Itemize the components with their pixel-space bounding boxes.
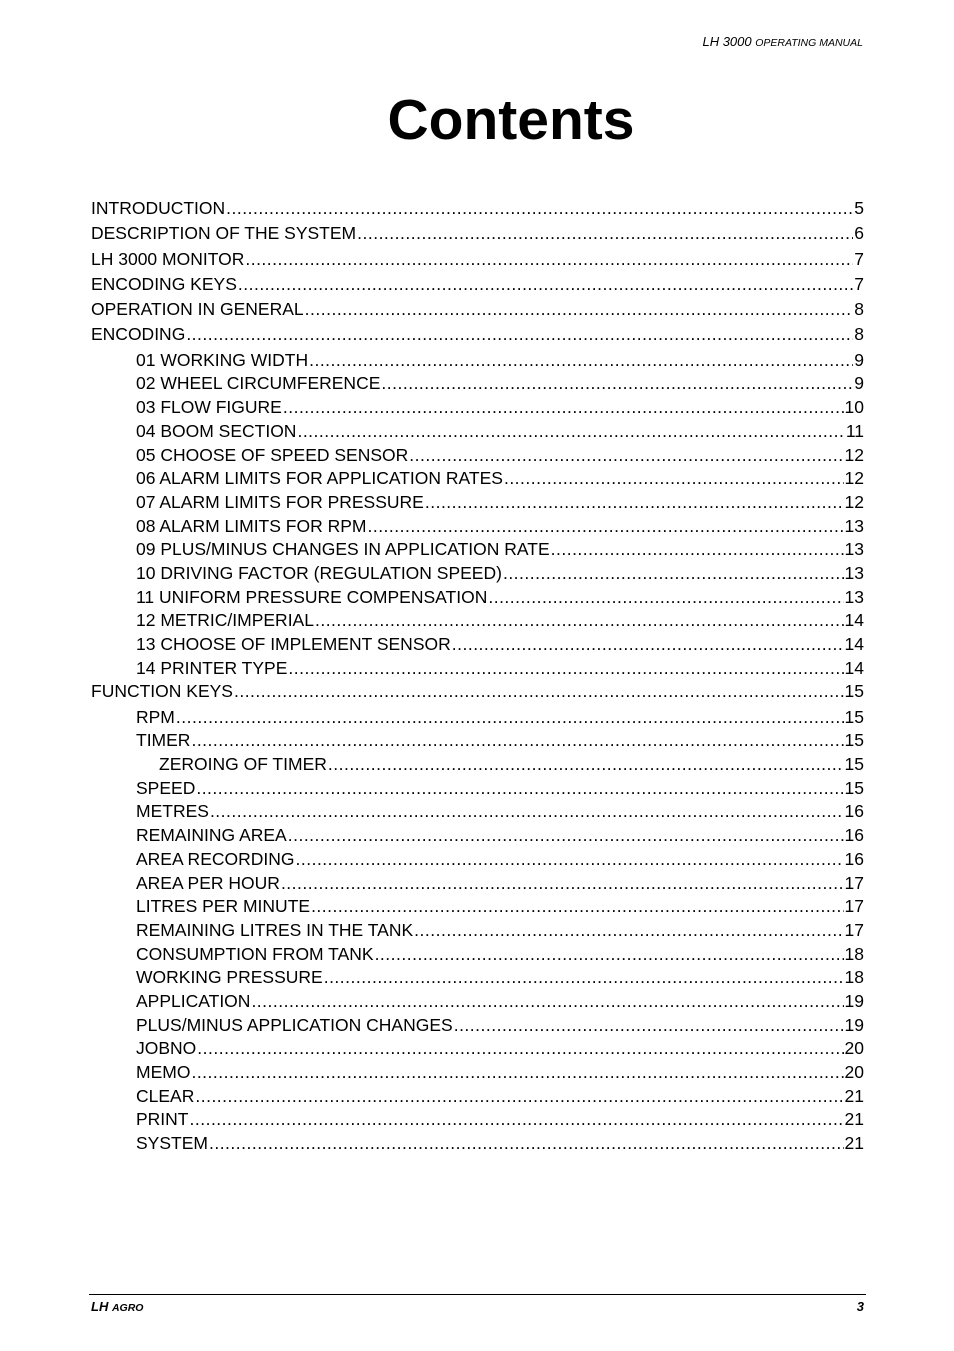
toc-entry-label: 11 UNIFORM PRESSURE COMPENSATION xyxy=(136,586,488,607)
toc-leader-dots xyxy=(357,223,853,244)
toc-entry-label: JOBNO xyxy=(136,1038,197,1059)
toc-leader-dots xyxy=(425,492,844,513)
toc-leader-dots xyxy=(409,445,843,466)
toc-entry-page: 6 xyxy=(854,223,864,244)
toc-leader-dots xyxy=(452,634,844,655)
toc-leader-dots xyxy=(251,991,843,1012)
toc-entry[interactable] xyxy=(91,1062,864,1086)
toc-entry-label: ENCODING xyxy=(91,324,186,345)
toc-entry[interactable] xyxy=(91,849,864,873)
toc-entry[interactable] xyxy=(91,920,864,944)
toc-entry-label: 01 WORKING WIDTH xyxy=(136,349,309,370)
toc-entry-page: 9 xyxy=(854,373,864,394)
toc-entry-label: 05 CHOOSE OF SPEED SENSOR xyxy=(136,444,409,465)
toc-entry[interactable] xyxy=(91,350,864,374)
toc-entry[interactable] xyxy=(91,249,864,274)
toc-entry[interactable] xyxy=(91,873,864,897)
toc-entry-page: 13 xyxy=(844,539,864,560)
toc-entry-label: LITRES PER MINUTE xyxy=(136,896,311,917)
toc-entry-page: 15 xyxy=(844,730,864,751)
header-subtitle: OPERATING MANUAL xyxy=(755,37,863,49)
toc-entry-page: 14 xyxy=(844,610,864,631)
toc-leader-dots xyxy=(191,1062,843,1083)
toc-entry-label: 07 ALARM LIMITS FOR PRESSURE xyxy=(136,491,424,512)
toc-entry[interactable] xyxy=(91,896,864,920)
toc-leader-dots xyxy=(311,896,843,917)
toc-entry-page: 13 xyxy=(844,515,864,536)
toc-entry[interactable] xyxy=(91,801,864,825)
toc-entry-page: 8 xyxy=(854,324,864,345)
footer-brand-name: LH xyxy=(91,1299,109,1314)
toc-leader-dots xyxy=(234,681,844,702)
toc-entry[interactable] xyxy=(91,198,864,223)
page-title: Contents xyxy=(387,88,635,152)
toc-entry-label: PRINT xyxy=(136,1109,189,1130)
toc-entry[interactable] xyxy=(91,274,864,299)
toc-leader-dots xyxy=(281,873,844,894)
toc-entry-page: 11 xyxy=(845,420,864,441)
header-product: LH 3000 xyxy=(702,34,752,49)
toc-entry-page: 15 xyxy=(844,681,864,702)
toc-entry[interactable] xyxy=(91,825,864,849)
toc-entry[interactable] xyxy=(91,991,864,1015)
toc-leader-dots xyxy=(288,658,843,679)
toc-entry-label: 02 WHEEL CIRCUMFERENCE xyxy=(136,373,381,394)
toc-leader-dots xyxy=(196,778,843,799)
toc-entry-label: 09 PLUS/MINUS CHANGES IN APPLICATION RATE xyxy=(136,539,550,560)
toc-entry-label: 04 BOOM SECTION xyxy=(136,420,297,441)
toc-entry-page: 17 xyxy=(844,896,864,917)
toc-entry-label: WORKING PRESSURE xyxy=(136,967,323,988)
footer-divider xyxy=(89,1294,866,1295)
toc-leader-dots xyxy=(226,198,853,219)
toc-entry-page: 7 xyxy=(854,248,864,269)
toc-entry[interactable] xyxy=(91,468,864,492)
toc-leader-dots xyxy=(305,299,854,320)
toc-entry-page: 19 xyxy=(844,1014,864,1035)
toc-entry-label: APPLICATION xyxy=(136,990,251,1011)
toc-entry[interactable] xyxy=(91,1109,864,1133)
running-header xyxy=(702,34,863,49)
toc-entry-page: 18 xyxy=(844,967,864,988)
toc-entry-label: REMAINING AREA xyxy=(136,825,287,846)
toc-entry-label: CLEAR xyxy=(136,1085,195,1106)
toc-entry-label: DESCRIPTION OF THE SYSTEM xyxy=(91,223,357,244)
toc-entry-page: 9 xyxy=(854,349,864,370)
toc-entry-page: 17 xyxy=(844,872,864,893)
toc-entry-label: 12 METRIC/IMPERIAL xyxy=(136,610,314,631)
toc-leader-dots xyxy=(288,825,844,846)
toc-leader-dots xyxy=(197,1038,843,1059)
toc-entry[interactable] xyxy=(91,778,864,802)
toc-entry[interactable] xyxy=(91,421,864,445)
toc-entry-page: 15 xyxy=(844,754,864,775)
toc-entry-page: 14 xyxy=(844,657,864,678)
toc-leader-dots xyxy=(504,468,844,489)
toc-entry[interactable] xyxy=(91,967,864,991)
toc-entry[interactable] xyxy=(91,1086,864,1110)
toc-entry-label: PLUS/MINUS APPLICATION CHANGES xyxy=(136,1014,453,1035)
toc-entry-page: 19 xyxy=(844,990,864,1011)
toc-entry[interactable] xyxy=(91,223,864,248)
toc-entry[interactable] xyxy=(91,944,864,968)
toc-entry-page: 21 xyxy=(844,1133,864,1154)
toc-entry-label: 10 DRIVING FACTOR (REGULATION SPEED) xyxy=(136,562,502,583)
toc-entry-label: METRES xyxy=(136,801,209,822)
toc-entry-page: 20 xyxy=(844,1038,864,1059)
toc-leader-dots xyxy=(503,563,844,584)
toc-entry-page: 8 xyxy=(854,299,864,320)
toc-entry-page: 20 xyxy=(844,1062,864,1083)
toc-entry-page: 13 xyxy=(844,562,864,583)
toc-leader-dots xyxy=(551,539,844,560)
toc-entry-label: 08 ALARM LIMITS FOR RPM xyxy=(136,515,367,536)
toc-entry-label: MEMO xyxy=(136,1062,191,1083)
toc-entry[interactable] xyxy=(91,445,864,469)
toc-entry[interactable] xyxy=(91,397,864,421)
toc-entry[interactable] xyxy=(91,539,864,563)
toc-entry[interactable] xyxy=(91,299,864,324)
toc-leader-dots xyxy=(375,944,844,965)
toc-leader-dots xyxy=(176,707,844,728)
toc-entry[interactable] xyxy=(91,634,864,658)
table-of-contents xyxy=(91,198,864,1157)
toc-entry-page: 21 xyxy=(844,1085,864,1106)
toc-entry-label: 06 ALARM LIMITS FOR APPLICATION RATES xyxy=(136,468,503,489)
toc-leader-dots xyxy=(297,421,844,442)
toc-entry-label: SPEED xyxy=(136,777,196,798)
toc-entry-label: INTRODUCTION xyxy=(91,198,226,218)
toc-leader-dots xyxy=(283,397,844,418)
footer-brand-suffix: AGRO xyxy=(111,1302,144,1314)
toc-entry[interactable] xyxy=(91,1133,864,1157)
toc-entry-page: 14 xyxy=(844,634,864,655)
toc-entry[interactable] xyxy=(91,681,864,706)
toc-entry-label: 13 CHOOSE OF IMPLEMENT SENSOR xyxy=(136,634,451,655)
toc-entry[interactable] xyxy=(91,324,864,349)
toc-entry[interactable] xyxy=(91,516,864,540)
toc-leader-dots xyxy=(296,849,844,870)
toc-leader-dots xyxy=(367,516,843,537)
toc-entry-page: 16 xyxy=(844,801,864,822)
toc-entry-label: SYSTEM xyxy=(136,1133,208,1154)
toc-entry-label: 03 FLOW FIGURE xyxy=(136,397,282,418)
toc-entry-page: 7 xyxy=(854,273,864,294)
toc-entry[interactable] xyxy=(91,587,864,611)
toc-leader-dots xyxy=(488,587,843,608)
toc-entry-page: 5 xyxy=(854,198,864,218)
toc-leader-dots xyxy=(210,801,844,822)
toc-entry-label: CONSUMPTION FROM TANK xyxy=(136,943,374,964)
toc-leader-dots xyxy=(209,1133,844,1154)
toc-entry[interactable] xyxy=(91,373,864,397)
footer-page-number: 3 xyxy=(856,1299,864,1314)
toc-entry-page: 12 xyxy=(844,468,864,489)
toc-entry-label: 14 PRINTER TYPE xyxy=(136,657,288,678)
toc-entry[interactable] xyxy=(91,610,864,634)
toc-entry-page: 13 xyxy=(844,586,864,607)
toc-entry-label: OPERATION IN GENERAL xyxy=(91,299,304,320)
toc-entry-page: 15 xyxy=(844,777,864,798)
toc-leader-dots xyxy=(186,324,853,345)
toc-entry-label: TIMER xyxy=(136,730,191,751)
toc-leader-dots xyxy=(454,1015,844,1036)
toc-entry-page: 10 xyxy=(844,397,864,418)
toc-entry-label: FUNCTION KEYS xyxy=(91,681,233,702)
toc-entry[interactable] xyxy=(91,754,864,778)
toc-leader-dots xyxy=(324,967,844,988)
toc-entry-page: 12 xyxy=(844,444,864,465)
toc-entry-page: 12 xyxy=(844,491,864,512)
toc-entry-label: ENCODING KEYS xyxy=(91,273,237,294)
toc-entry[interactable] xyxy=(91,1038,864,1062)
toc-leader-dots xyxy=(238,274,853,295)
toc-leader-dots xyxy=(315,610,844,631)
toc-leader-dots xyxy=(245,249,853,270)
toc-leader-dots xyxy=(191,730,843,751)
footer-brand xyxy=(91,1299,143,1314)
toc-entry-page: 18 xyxy=(844,943,864,964)
toc-leader-dots xyxy=(195,1086,843,1107)
toc-entry[interactable] xyxy=(91,1015,864,1039)
toc-entry-label: AREA RECORDING xyxy=(136,848,295,869)
toc-entry[interactable] xyxy=(91,707,864,731)
toc-leader-dots xyxy=(309,350,853,371)
toc-entry[interactable] xyxy=(91,563,864,587)
toc-entry-page: 16 xyxy=(844,848,864,869)
toc-leader-dots xyxy=(190,1109,844,1130)
toc-leader-dots xyxy=(328,754,844,775)
toc-entry-label: RPM xyxy=(136,706,175,727)
toc-entry-page: 17 xyxy=(844,919,864,940)
toc-entry-page: 16 xyxy=(844,825,864,846)
toc-entry-label: LH 3000 MONITOR xyxy=(91,248,245,269)
toc-entry-label: AREA PER HOUR xyxy=(136,872,280,893)
toc-entry[interactable] xyxy=(91,658,864,682)
toc-leader-dots xyxy=(414,920,843,941)
toc-entry-label: REMAINING LITRES IN THE TANK xyxy=(136,919,414,940)
toc-leader-dots xyxy=(381,373,853,394)
toc-entry-page: 15 xyxy=(844,706,864,727)
toc-entry-page: 21 xyxy=(844,1109,864,1130)
toc-entry[interactable] xyxy=(91,492,864,516)
toc-entry-label: ZEROING OF TIMER xyxy=(159,754,327,775)
toc-entry[interactable] xyxy=(91,730,864,754)
